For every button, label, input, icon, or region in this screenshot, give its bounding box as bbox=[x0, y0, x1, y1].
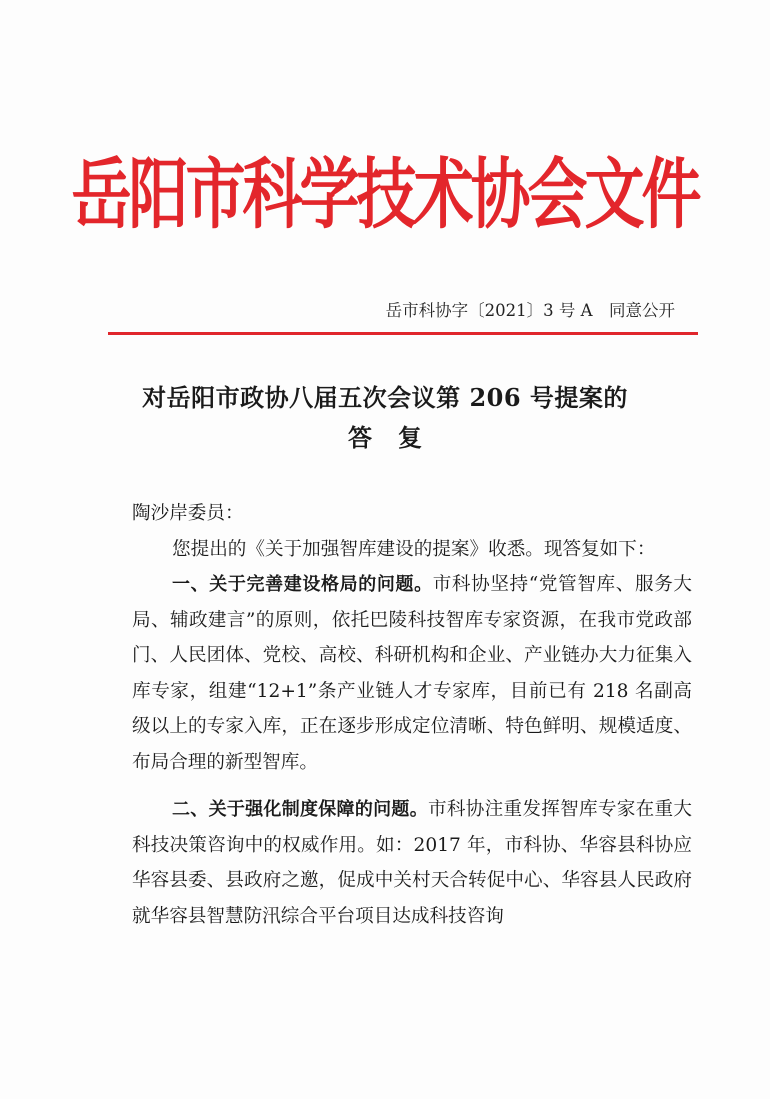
document-title-line1: 对岳阳市政协八届五次会议第 206 号提案的 bbox=[142, 383, 628, 412]
document-title-line2: 答复 bbox=[348, 423, 448, 452]
document-body bbox=[132, 496, 692, 934]
section2-paragraph bbox=[132, 792, 692, 934]
document-number: 岳市科协字〔2021〕3 号 A 同意公开 bbox=[385, 301, 675, 320]
section1-paragraph bbox=[132, 567, 692, 780]
org-masthead-title: 岳阳市科学技术协会文件 bbox=[71, 150, 699, 241]
section1-text: 市科协坚持“党管智库、服务大局、辅政建言”的原则，依托巴陵科技智库专家资源，在我市党政部门、人民团体、党校、高校、科研机构和企业、产业链办大力征集入库专家，组建“12+1”条产业链人才专家库，目前已有 218 名副高级以上的专家入库，正在逐步形成定位清晰、特色鲜明、规模适度、布局合理的新型智库。 bbox=[132, 574, 693, 773]
intro-paragraph: 您提出的《关于加强智库建设的提案》收悉。现答复如下： bbox=[172, 538, 656, 560]
section2-heading: 二、关于强化制度保障的问题。 bbox=[172, 799, 428, 820]
salutation: 陶沙岸委员： bbox=[132, 503, 244, 524]
section2-text: 市科协注重发挥智库专家在重大科技决策咨询中的权威作用。如：2017 年，市科协、华容县科协应华容县委、县政府之邀，促成中关村天合转促中心、华容县人民政府就华容县智慧防汛综合平台项目达成科技咨询 bbox=[132, 799, 692, 927]
section1-heading: 一、关于完善建设格局的问题。 bbox=[172, 574, 433, 595]
red-divider-line bbox=[108, 332, 698, 335]
